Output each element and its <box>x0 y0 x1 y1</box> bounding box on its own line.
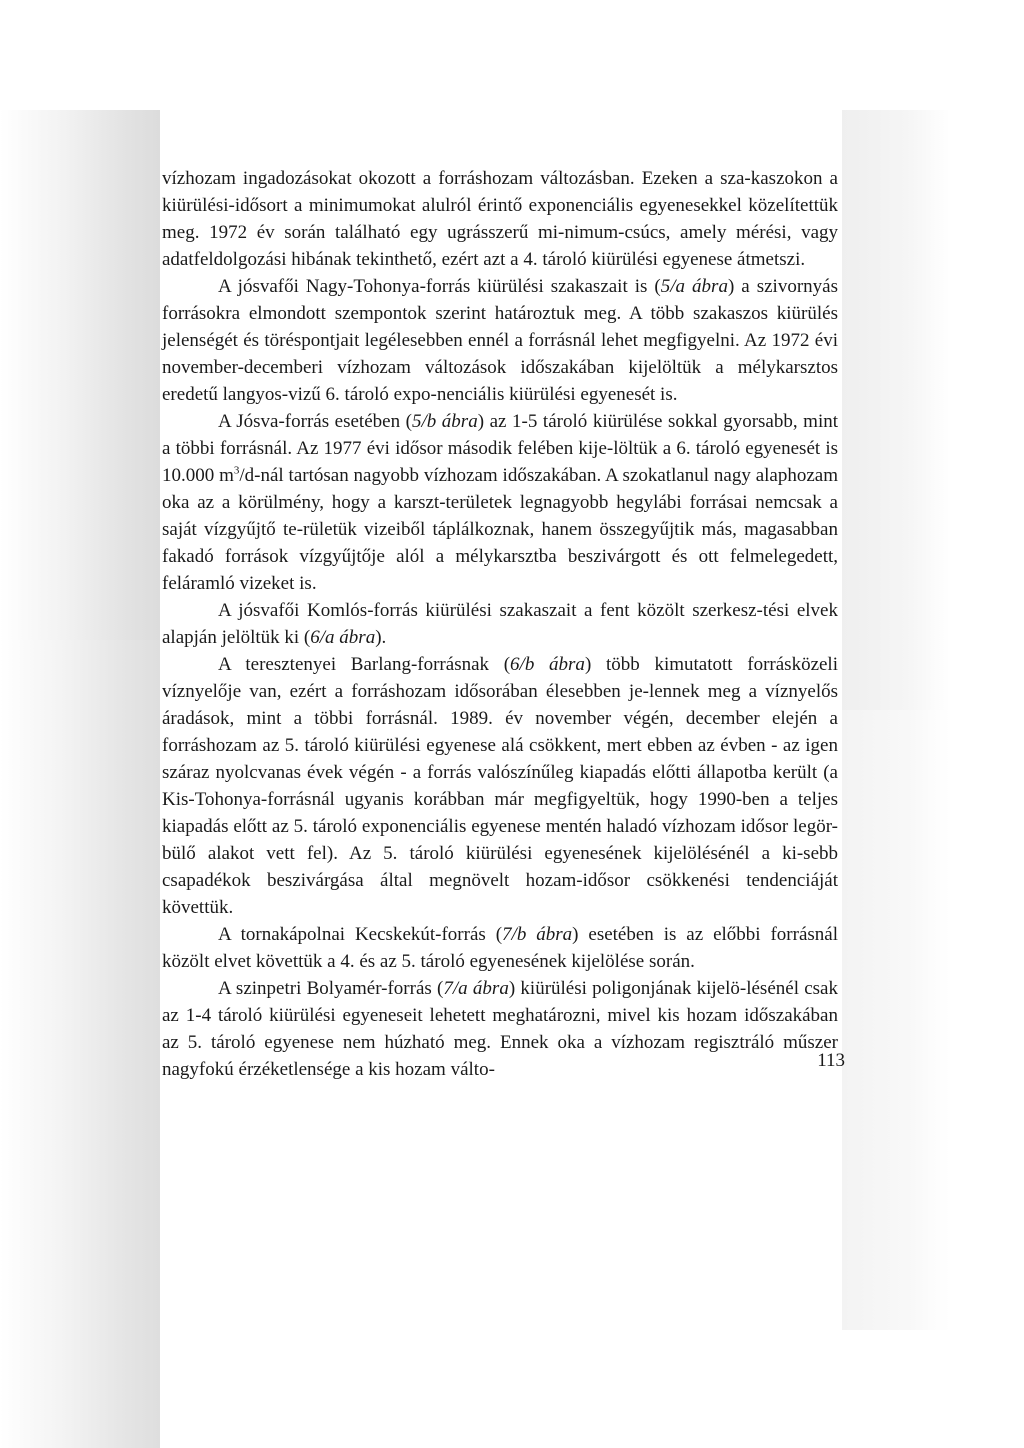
paragraph-text: A jósvafői Nagy-Tohonya-forrás kiürülési szakaszait is ( <box>218 276 661 297</box>
figure-reference: 5/a ábra <box>660 276 728 297</box>
paragraph-text: A tornakápolnai Kecskekút-forrás ( <box>218 924 503 945</box>
scan-shadow-right-upper <box>842 110 950 710</box>
page-number: 113 <box>817 1050 845 1071</box>
figure-reference: 7/a ábra <box>443 978 509 999</box>
paragraph-text: A jósvafői Komlós-forrás kiürülési szakaszait a fent közölt szerkesz-tési elvek alapján jelöltük ki ( <box>162 600 838 648</box>
paragraph-text: /d-nál tartósan nagyobb vízhozam időszakában. A szokatlanul nagy alaphozam oka az a körülmény, hogy a karszt-területek legnagyobb hegylábi forrásai nemcsak a saját vízgyűjtő te-rületük vizeiből táplálkoznak, hanem összegyűjtik más, magasabban fakadó források vízgyűjtője alól a mélykarsztba beszivárgott és ott felmelegedett, feláramló vizeket is. <box>162 465 838 594</box>
superscript: 3 <box>233 464 240 477</box>
paragraph-text: A Jósva-forrás esetében ( <box>218 411 412 432</box>
paragraph-text: A teresztenyei Barlang-forrásnak ( <box>218 654 511 675</box>
paragraph-text: ) kiürülési poligonjának kijelö-lésénél csak az 1-4 tároló kiürülési egyeneseit lehetett meghatározni, mivel kis hozam időszakában az 5. tároló egyenese nem húzható meg. Ennek oka a vízhozam regisztráló műszer nagyfokú érzéketlensége a kis hozam válto- <box>162 978 838 1080</box>
paragraph <box>162 273 838 408</box>
paragraph <box>162 408 838 597</box>
paragraph <box>162 165 838 273</box>
body-text <box>162 165 838 1083</box>
scan-shadow-right-lower <box>842 710 950 1330</box>
paragraph-text: ) esetében is az előbbi forrásnál közölt elvet követtük a 4. és az 5. tároló egyenesének kijelölése során. <box>162 924 838 972</box>
paragraph-text: ) több kimutatott forrásközeli víznyelője van, ezért a forráshozam idősorában élesebben je-lennek meg a víznyelős áradások, mint a többi forrásnál. 1989. év november végén, december elején a forráshozam az 5. tároló kiürülési egyenese alá csökkent, mert ebben az évben - az igen száraz nyolcvanas évek végén - a forrás valószínűleg kiapadás előtti állapotba került (a Kis-Tohonya-forrásnál ugyanis korábban már megfigyeltük, hogy 1990-ben a teljes kiapadás előtt az 5. tároló exponenciális egyenese mentén haladó vízhozam idősor legör-bülő alakot vett fel). Az 5. tároló kiürülési egyenesének kijelölésénél a ki-sebb csapadékok beszivárgása által megnövelt hozam-idősor csökkenési tendenciáját követtük. <box>162 654 838 918</box>
scan-shadow-left-upper <box>0 110 160 640</box>
paragraph <box>162 651 838 921</box>
figure-reference: 7/b ábra <box>502 924 573 945</box>
paragraph-text: ) a szivornyás forrásokra elmondott szempontok szerint határoztuk meg. A több szakaszos kiürülés jelenségét és töréspontjait legélesebben ennél a forrásnál lehet megfigyelni. Az 1972 évi november-decemberi vízhozam változások időszakában kijelöltük a mélykarsztos eredetű langyos-vizű 6. tároló expo-nenciális kiürülési egyenesét is. <box>162 276 838 405</box>
figure-reference: 5/b ábra <box>411 411 478 432</box>
paragraph-text: vízhozam ingadozásokat okozott a forráshozam változásban. Ezeken a sza-kaszokon a kiürülési-idősort a minimumokat alulról érintő exponenciális egyenesekkel közelítettük meg. 1972 év során található egy ugrásszerű mi-nimum-csúcs, amely mérési, vagy adatfeldolgozási hibának tekinthető, ezért azt a 4. tároló kiürülési egyenese átmetszi. <box>162 168 838 270</box>
scan-shadow-left-lower <box>0 640 160 1448</box>
paragraph <box>162 921 838 975</box>
paragraph <box>162 975 838 1083</box>
paragraph <box>162 597 838 651</box>
figure-reference: 6/a ábra <box>310 627 376 648</box>
paragraph-text: ). <box>375 627 387 648</box>
paragraph-text: ) az 1-5 tároló kiürülése sokkal gyorsabb, mint a többi forrásnál. Az 1977 évi idősor második felében kije-löltük a 6. tároló egyenesét is 10.000 m <box>162 411 838 486</box>
figure-reference: 6/b ábra <box>510 654 585 675</box>
paragraph-text: A szinpetri Bolyamér-forrás ( <box>218 978 444 999</box>
